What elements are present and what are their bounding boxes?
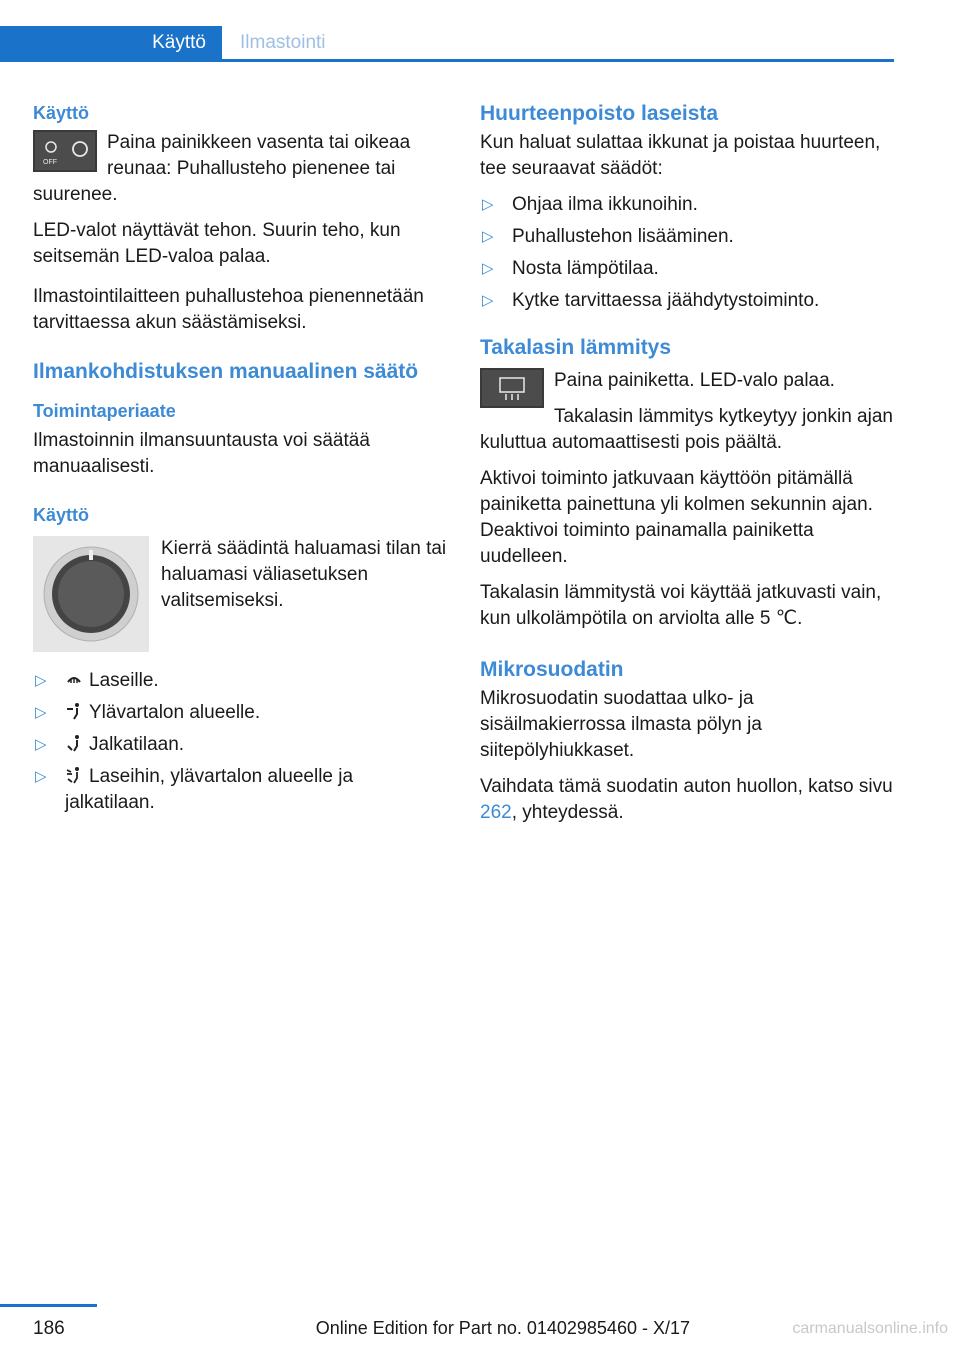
triangle-bullet-icon: ▷ [35,672,47,689]
defrost-text: Kun haluat sulattaa ikkunat ja poistaa huurteen, tee seuraavat säädöt: [480,132,881,179]
rear-text-4: Takalasin lämmitystä voi käyttää jatkuvasti vain, kun ulkolämpötila on arviolta alle 5 ℃. [480,582,882,629]
rear-text-2: Takalasin lämmitys kytkeytyy jonkin ajan kuluttua automaattisesti pois päältä. [480,406,893,453]
list-item-text: Puhallustehon lisääminen. [512,226,734,247]
left-column [33,100,448,826]
list-item [480,192,894,218]
list-item-text: Jalkatilaan. [89,734,185,755]
footwell-icon [65,734,83,752]
subheading-kaytto: Käyttö [33,505,90,525]
heading-defrost: Huurteenpoisto laseista [480,102,719,125]
subheading-toimintaperiaate: Toimintaperiaate [33,401,176,421]
air-distribution-list [33,668,448,816]
list-item-text: Laseille. [89,670,159,691]
list-item [33,700,448,726]
upper-body-icon [65,702,83,720]
principle-text: Ilmastoinnin ilmansuuntausta voi säätää manuaalisesti. [33,430,370,477]
list-item [33,668,448,694]
list-item [480,288,894,314]
triangle-bullet-icon: ▷ [482,292,494,309]
fan-button-icon [33,130,97,172]
heading-kaytto: Käyttö [33,103,90,123]
fan-off-label: OFF [43,159,57,166]
list-item-text: Ohjaa ilma ikkunoihin. [512,194,698,215]
page-number: 186 [33,1318,65,1339]
rear-text-1: Paina painiketta. LED-valo palaa. [554,370,835,391]
heading-microfilter: Mikrosuodatin [480,658,624,681]
fan-text-3: Ilmastointilaitteen puhallustehoa pienennetään tarvittaessa akun säästämiseksi. [33,286,424,333]
heading-rear-window: Takalasin lämmitys [480,336,672,359]
section-heading-manual: Ilmankohdistuksen manuaalinen säätö [33,360,419,383]
fan-text-2: LED-valot näyttävät tehon. Suurin teho, kun seitsemän LED-valoa palaa. [33,220,401,267]
fan-text-1: Paina painikkeen vasenta tai oikeaa reunaa: Puhallusteho pienenee tai suurenee. [33,132,411,205]
list-item [480,224,894,250]
footer-rule [0,1304,97,1307]
list-item-text: Ylävartalon alueelle. [89,702,261,723]
micro-text-2: Vaihdata tämä suodatin auton huollon, katso sivu 262, yhteydessä. [480,776,893,823]
triangle-bullet-icon: ▷ [35,768,47,785]
rear-window-heating-icon [480,368,544,408]
list-item-text: Kytke tarvittaessa jäähdytystoiminto. [512,290,820,311]
list-item [33,732,448,758]
air-distribution-knob-icon [33,536,149,652]
list-item [33,764,448,816]
knob-text: Kierrä säädintä haluamasi tilan tai haluamasi väliasetuksen valitsemiseksi. [161,538,447,611]
header-tab-ilmastointi[interactable]: Ilmastointi [240,32,326,53]
triangle-bullet-icon: ▷ [35,736,47,753]
edition-text: Online Edition for Part no. 01402985460 - X/17 [315,1318,690,1338]
right-column [480,100,894,836]
micro-text-1: Mikrosuodatin suodattaa ulko- ja sisäilmakierrossa ilmasta pölyn ja siitepölyhiukkaset. [480,688,762,761]
page-link-262[interactable]: 262 [480,802,512,823]
triangle-bullet-icon: ▷ [482,260,494,277]
windshield-icon [65,670,83,688]
page-header [0,26,894,61]
triangle-bullet-icon: ▷ [482,196,494,213]
header-tab-kaytto[interactable]: Käyttö [0,26,222,62]
watermark: carmanualsonline.info [792,1320,948,1337]
list-item [480,256,894,282]
defrost-list [480,192,894,314]
triangle-bullet-icon: ▷ [482,228,494,245]
list-item-text: Nosta lämpötilaa. [512,258,659,279]
all-zones-icon [65,766,83,784]
list-item-text: Laseihin, ylävartalon alueelle ja jalkatilaan. [65,766,354,813]
rear-text-3: Aktivoi toiminto jatkuvaan käyttöön pitämällä painiketta painettuna yli kolmen sekunnin ajan. Deaktivoi toiminto painamalla painiketta uudelleen. [480,468,873,567]
header-rule [0,59,894,62]
triangle-bullet-icon: ▷ [35,704,47,721]
